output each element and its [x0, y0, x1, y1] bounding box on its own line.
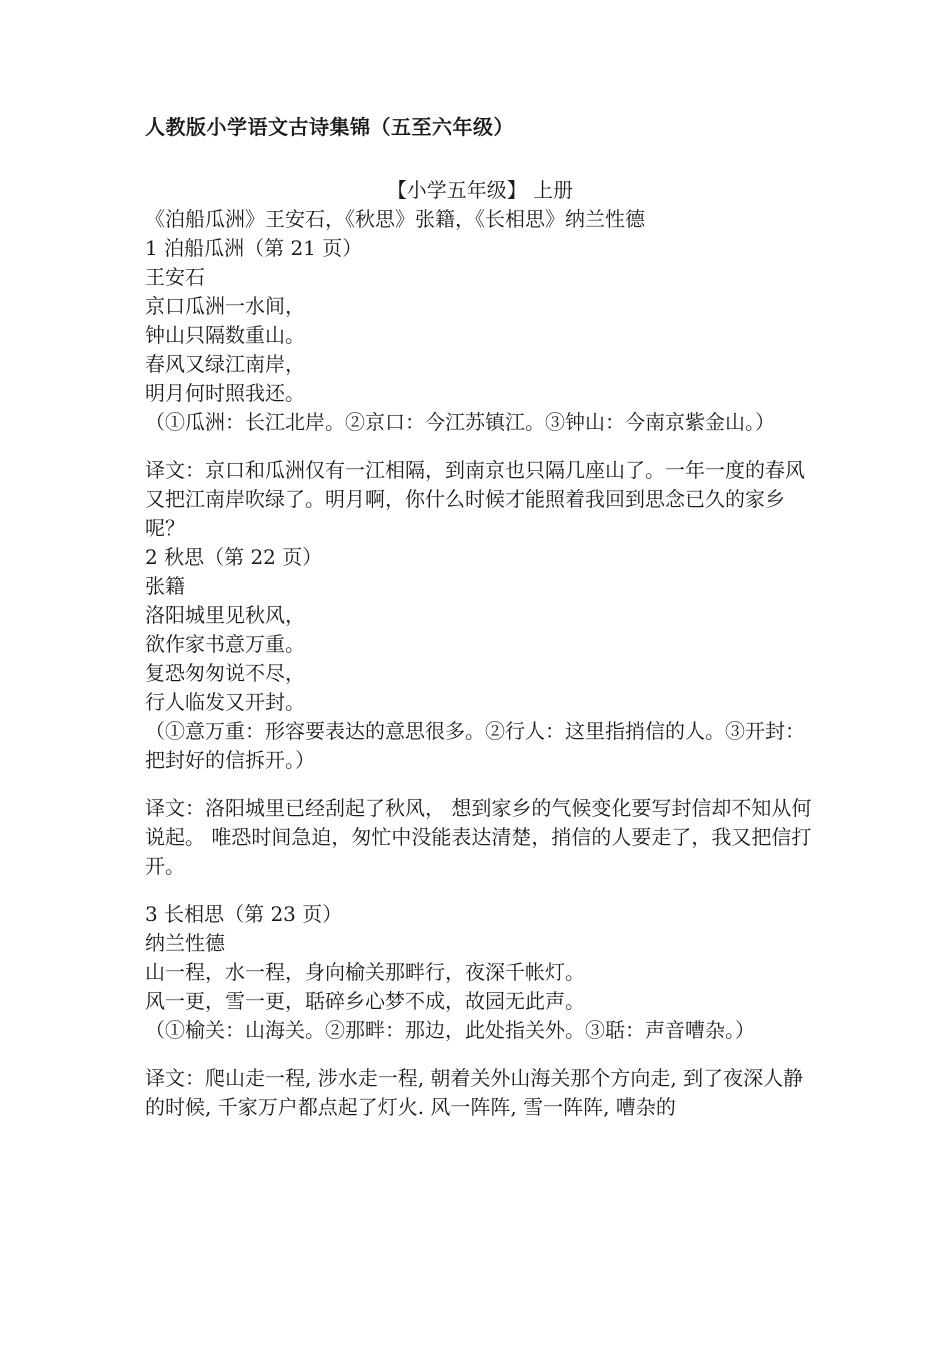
grade-heading: 【小学五年级】 上册 — [386, 178, 574, 202]
document-title: 人教版小学语文古诗集锦（五至六年级） — [145, 115, 514, 139]
poem-author: 王安石 — [145, 265, 205, 289]
poem-line: 行人临发又开封。 — [145, 690, 305, 714]
poem-heading: 1 泊船瓜洲（第 21 页） — [145, 236, 363, 260]
poem-notes: （①榆关：山海关。②那畔：那边，此处指关外。③聒：声音嘈杂。） — [145, 1018, 755, 1042]
poem-heading: 3 长相思（第 23 页） — [145, 902, 343, 926]
poem-line: 复恐匆匆说不尽， — [145, 661, 305, 685]
paragraph-gap — [145, 775, 815, 794]
poem-section — [145, 543, 815, 900]
poem-section — [145, 900, 815, 1122]
poem-section — [145, 234, 815, 543]
poem-line: 欲作家书意万重。 — [145, 632, 305, 656]
poem-line: 明月何时照我还。 — [145, 381, 305, 405]
poem-line: 京口瓜洲一水间， — [145, 294, 305, 318]
paragraph-gap — [145, 881, 815, 900]
poem-translation: 译文：爬山走一程, 涉水走一程, 朝着关外山海关那个方向走, 到了夜深人静的时候, 千家万户都点起了灯火. 风一阵阵, 雪一阵阵, 嘈杂的 — [145, 1066, 804, 1119]
document-page — [145, 112, 815, 1122]
poem-line: 钟山只隔数重山。 — [145, 323, 305, 347]
poem-line: 洛阳城里见秋风， — [145, 603, 305, 627]
poem-line: 风一更，雪一更，聒碎乡心梦不成，故园无此声。 — [145, 989, 585, 1013]
poem-line: 春风又绿江南岸， — [145, 352, 305, 376]
poem-notes: （①意万重：形容要表达的意思很多。②行人：这里指捎信的人。③开封：把封好的信拆开。） — [145, 719, 805, 772]
poem-notes: （①瓜洲：长江北岸。②京口：今江苏镇江。③钟山：今南京紫金山。） — [145, 410, 775, 434]
poem-author: 纳兰性德 — [145, 931, 225, 955]
contents-line: 《泊船瓜洲》王安石，《秋思》张籍，《长相思》纳兰性德 — [145, 207, 645, 231]
paragraph-gap — [145, 1045, 815, 1064]
poem-translation: 译文：洛阳城里已经刮起了秋风， 想到家乡的气候变化要写封信却不知从何说起。 唯恐时间急迫，匆忙中没能表达清楚，捎信的人要走了，我又把信打开。 — [145, 796, 812, 878]
poem-author: 张籍 — [145, 574, 185, 598]
poem-line: 山一程，水一程，身向榆关那畔行，夜深千帐灯。 — [145, 960, 585, 984]
paragraph-gap — [145, 437, 815, 456]
poem-heading: 2 秋思（第 22 页） — [145, 545, 323, 569]
poem-translation: 译文：京口和瓜洲仅有一江相隔，到南京也只隔几座山了。一年一度的春风又把江南岸吹绿了。明月啊，你什么时候才能照着我回到思念已久的家乡呢？ — [145, 458, 805, 540]
